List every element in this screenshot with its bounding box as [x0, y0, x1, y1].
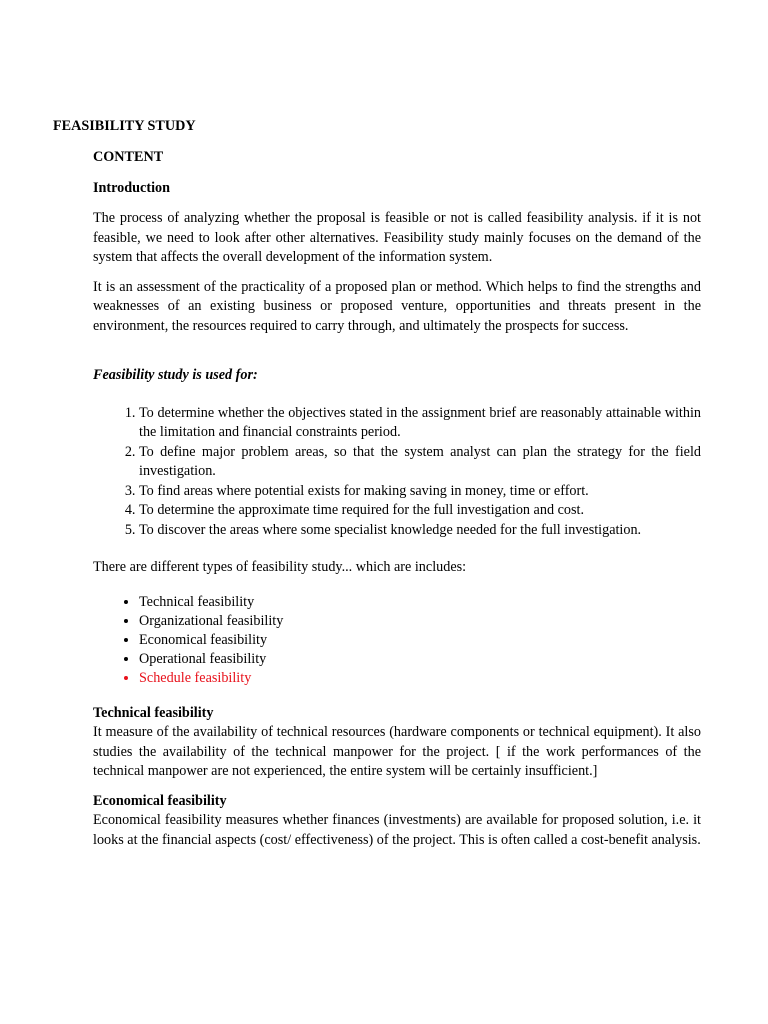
used-for-item: 3. To find areas where potential exists for making saving in money, time or effort.	[139, 482, 701, 502]
type-item-schedule: • Schedule feasibility	[139, 669, 701, 688]
technical-feasibility-heading: Technical feasibility	[93, 704, 214, 721]
economical-feasibility-heading: Economical feasibility	[93, 792, 227, 809]
used-for-item: 5. To discover the areas where some specialist knowledge needed for the full investigation.	[139, 521, 701, 541]
types-intro: There are different types of feasibility study... which are includes:	[93, 559, 467, 575]
used-for-item: 2. To define major problem areas, so that the system analyst can plan the strategy for the field investigation.	[139, 443, 701, 482]
introduction-paragraph-2: It is an assessment of the practicality of a proposed plan or method. Which helps to find the strengths and weaknesses of an existing business or proposed venture, opportunities and threats present in the environment, the resources required to carry through, and ultimately the prospects for success.	[93, 278, 701, 334]
content-heading: CONTENT	[93, 149, 164, 165]
technical-feasibility-body: It measure of the availability of technical resources (hardware components or technical equipment). It also studies the availability of the technical manpower for the project. [ if the work performances of the technical manpower are not experienced, the entire system will be certainly insufficient.]	[93, 724, 701, 779]
used-for-item: 1. To determine whether the objectives stated in the assignment brief are reasonably attainable within the limitation and financial constraints period.	[139, 404, 701, 443]
introduction-heading: Introduction	[93, 179, 170, 196]
introduction-paragraph-1: The process of analyzing whether the proposal is feasible or not is called feasibility analysis. if it is not feasible, we need to look after other alternatives. Feasibility study mainly focuses on the demand of the system that affects the overall development of the information system.	[93, 210, 701, 265]
type-item-operational: • Operational feasibility	[139, 650, 701, 669]
type-item-economical: • Economical feasibility	[139, 631, 701, 650]
economical-feasibility-body: Economical feasibility measures whether finances (investments) are available for proposed solution, i.e. it looks at the financial aspects (cost/ effectiveness) of the project. This is often called a cost-benefit analysis.	[93, 812, 701, 848]
document-title: FEASIBILITY STUDY	[53, 118, 196, 134]
type-item-organizational: • Organizational feasibility	[139, 612, 701, 631]
used-for-list	[93, 404, 701, 541]
used-for-item: 4. To determine the approximate time required for the full investigation and cost.	[139, 501, 701, 521]
document-content	[93, 148, 701, 860]
types-list	[93, 593, 701, 688]
type-item-technical: • Technical feasibility	[139, 593, 701, 612]
used-for-heading: Feasibility study is used for:	[93, 367, 258, 383]
